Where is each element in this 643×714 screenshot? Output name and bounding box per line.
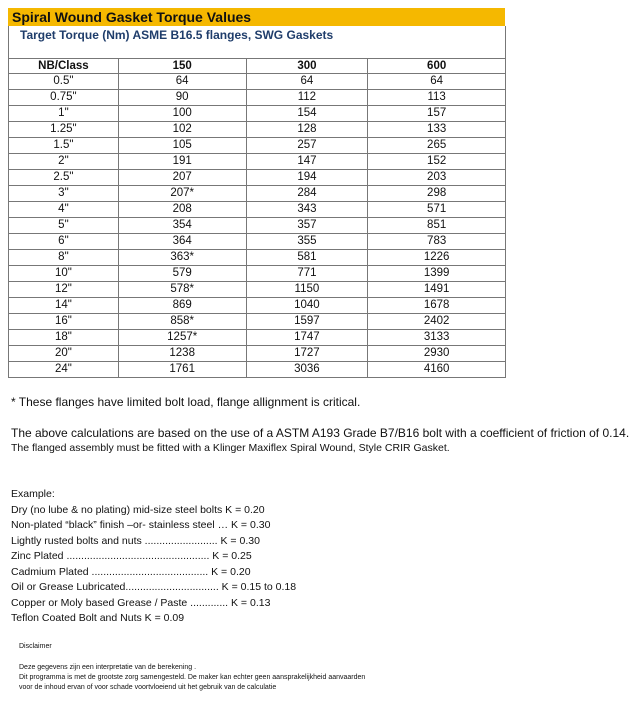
list-item: Non-plated “black” finish –or- stainless steel … K = 0.30: [11, 519, 271, 531]
torque-cell: 207*: [118, 186, 246, 202]
table-row: [9, 122, 506, 138]
torque-cell: 154: [246, 106, 368, 122]
torque-cell: 355: [246, 234, 368, 250]
table-row: [9, 298, 506, 314]
torque-cell: 191: [118, 154, 246, 170]
nominal-bore-cell: 14": [9, 298, 119, 314]
nominal-bore-cell: 24": [9, 362, 119, 378]
page-title: Spiral Wound Gasket Torque Values: [8, 8, 505, 26]
torque-cell: 1257*: [118, 330, 246, 346]
torque-cell: 157: [368, 106, 506, 122]
torque-cell: 579: [118, 266, 246, 282]
list-item: Cadmium Plated ........................................ K = 0.20: [11, 565, 251, 578]
torque-cell: 113: [368, 90, 506, 106]
torque-cell: 1040: [246, 298, 368, 314]
nominal-bore-cell: 4": [9, 202, 119, 218]
torque-cell: 363*: [118, 250, 246, 266]
torque-cell: 3036: [246, 362, 368, 378]
fine-print: [19, 663, 365, 693]
list-item: Teflon Coated Bolt and Nuts K = 0.09: [11, 612, 185, 624]
table-row: [9, 74, 506, 90]
torque-cell: 783: [368, 234, 506, 250]
torque-cell: 257: [246, 138, 368, 154]
torque-table: [8, 58, 506, 378]
torque-cell: 265: [368, 138, 506, 154]
table-row: [9, 362, 506, 378]
torque-cell: 343: [246, 202, 368, 218]
torque-cell: 208: [118, 202, 246, 218]
header-class-600: 600: [368, 59, 506, 74]
table-row: [9, 330, 506, 346]
nominal-bore-cell: 5": [9, 218, 119, 234]
table-row: [9, 266, 506, 282]
table-row: [9, 202, 506, 218]
fine-print-line: Deze gegevens zijn een interpretatie van de berekening .: [19, 664, 197, 671]
torque-cell: 128: [246, 122, 368, 138]
table-row: [9, 90, 506, 106]
limited-bolt-note: * These flanges have limited bolt load, flange allignment is critical.: [11, 395, 361, 409]
header-class-150: 150: [118, 59, 246, 74]
table-row: [9, 234, 506, 250]
nominal-bore-cell: 1": [9, 106, 119, 122]
nominal-bore-cell: 18": [9, 330, 119, 346]
nominal-bore-cell: 6": [9, 234, 119, 250]
torque-cell: 354: [118, 218, 246, 234]
torque-cell: 1399: [368, 266, 506, 282]
nominal-bore-cell: 2": [9, 154, 119, 170]
examples-list: [11, 487, 296, 627]
gasket-requirement: The flanged assembly must be fitted with a Klinger Maxiflex Spiral Wound, Style CRIR Gasket.: [11, 442, 450, 454]
torque-cell: 133: [368, 122, 506, 138]
torque-cell: 90: [118, 90, 246, 106]
torque-cell: 64: [246, 74, 368, 90]
table-subtitle: Target Torque (Nm) ASME B16.5 flanges, SWG Gaskets: [8, 26, 506, 58]
torque-cell: 298: [368, 186, 506, 202]
nominal-bore-cell: 20": [9, 346, 119, 362]
torque-cell: 771: [246, 266, 368, 282]
table-row: [9, 218, 506, 234]
header-class-300: 300: [246, 59, 368, 74]
torque-cell: 1747: [246, 330, 368, 346]
list-item: Zinc Plated ................................................. K = 0.25: [11, 550, 252, 562]
torque-cell: 64: [368, 74, 506, 90]
table-row: [9, 314, 506, 330]
torque-cell: 1597: [246, 314, 368, 330]
torque-cell: 102: [118, 122, 246, 138]
nominal-bore-cell: 1.5": [9, 138, 119, 154]
nominal-bore-cell: 0.75": [9, 90, 119, 106]
torque-cell: 1761: [118, 362, 246, 378]
calculation-basis: The above calculations are based on the use of a ASTM A193 Grade B7/B16 bolt with a coefficient of friction of 0.14.: [11, 426, 630, 440]
list-item: Copper or Moly based Grease / Paste ............. K = 0.13: [11, 596, 271, 609]
torque-cell: 2930: [368, 346, 506, 362]
torque-cell: 64: [118, 74, 246, 90]
table-row: [9, 138, 506, 154]
torque-cell: 100: [118, 106, 246, 122]
nominal-bore-cell: 1.25": [9, 122, 119, 138]
nominal-bore-cell: 3": [9, 186, 119, 202]
nominal-bore-cell: 8": [9, 250, 119, 266]
torque-cell: 1150: [246, 282, 368, 298]
table-row: [9, 106, 506, 122]
torque-cell: 357: [246, 218, 368, 234]
list-item: Oil or Grease Lubricated................................ K = 0.15 to 0.18: [11, 581, 297, 593]
torque-cell: 284: [246, 186, 368, 202]
torque-cell: 207: [118, 170, 246, 186]
disclaimer-heading: Disclaimer: [19, 643, 52, 650]
nominal-bore-cell: 10": [9, 266, 119, 282]
table-row: [9, 250, 506, 266]
torque-cell: 3133: [368, 330, 506, 346]
torque-cell: 581: [246, 250, 368, 266]
torque-cell: 4160: [368, 362, 506, 378]
torque-cell: 1727: [246, 346, 368, 362]
list-item: Dry (no lube & no plating) mid-size steel bolts K = 0.20: [11, 503, 265, 516]
nominal-bore-cell: 0.5": [9, 74, 119, 90]
torque-cell: 869: [118, 298, 246, 314]
torque-cell: 571: [368, 202, 506, 218]
torque-cell: 858*: [118, 314, 246, 330]
torque-cell: 1491: [368, 282, 506, 298]
table-row: [9, 186, 506, 202]
torque-cell: 2402: [368, 314, 506, 330]
table-row: [9, 154, 506, 170]
torque-cell: 1238: [118, 346, 246, 362]
table-row: [9, 282, 506, 298]
torque-cell: 105: [118, 138, 246, 154]
list-item: Lightly rusted bolts and nuts ......................... K = 0.30: [11, 534, 260, 547]
torque-cell: 203: [368, 170, 506, 186]
table-row: [9, 170, 506, 186]
nominal-bore-cell: 2.5": [9, 170, 119, 186]
torque-cell: 1678: [368, 298, 506, 314]
torque-cell: 112: [246, 90, 368, 106]
torque-cell: 1226: [368, 250, 506, 266]
torque-cell: 578*: [118, 282, 246, 298]
torque-cell: 364: [118, 234, 246, 250]
torque-cell: 152: [368, 154, 506, 170]
torque-cell: 194: [246, 170, 368, 186]
examples-heading: Example:: [11, 488, 55, 500]
fine-print-line: voor de inhoud ervan of voor schade voortvloeiend uit het gebruik van de calculatie: [19, 684, 277, 691]
header-nb-class: NB/Class: [9, 59, 119, 74]
fine-print-line: Dit programma is met de grootste zorg samengesteld. De maker kan echter geen aansprakelijkheid aanvaarden: [19, 674, 366, 681]
nominal-bore-cell: 16": [9, 314, 119, 330]
nominal-bore-cell: 12": [9, 282, 119, 298]
table-header-row: [9, 59, 506, 74]
torque-cell: 147: [246, 154, 368, 170]
table-row: [9, 346, 506, 362]
torque-cell: 851: [368, 218, 506, 234]
